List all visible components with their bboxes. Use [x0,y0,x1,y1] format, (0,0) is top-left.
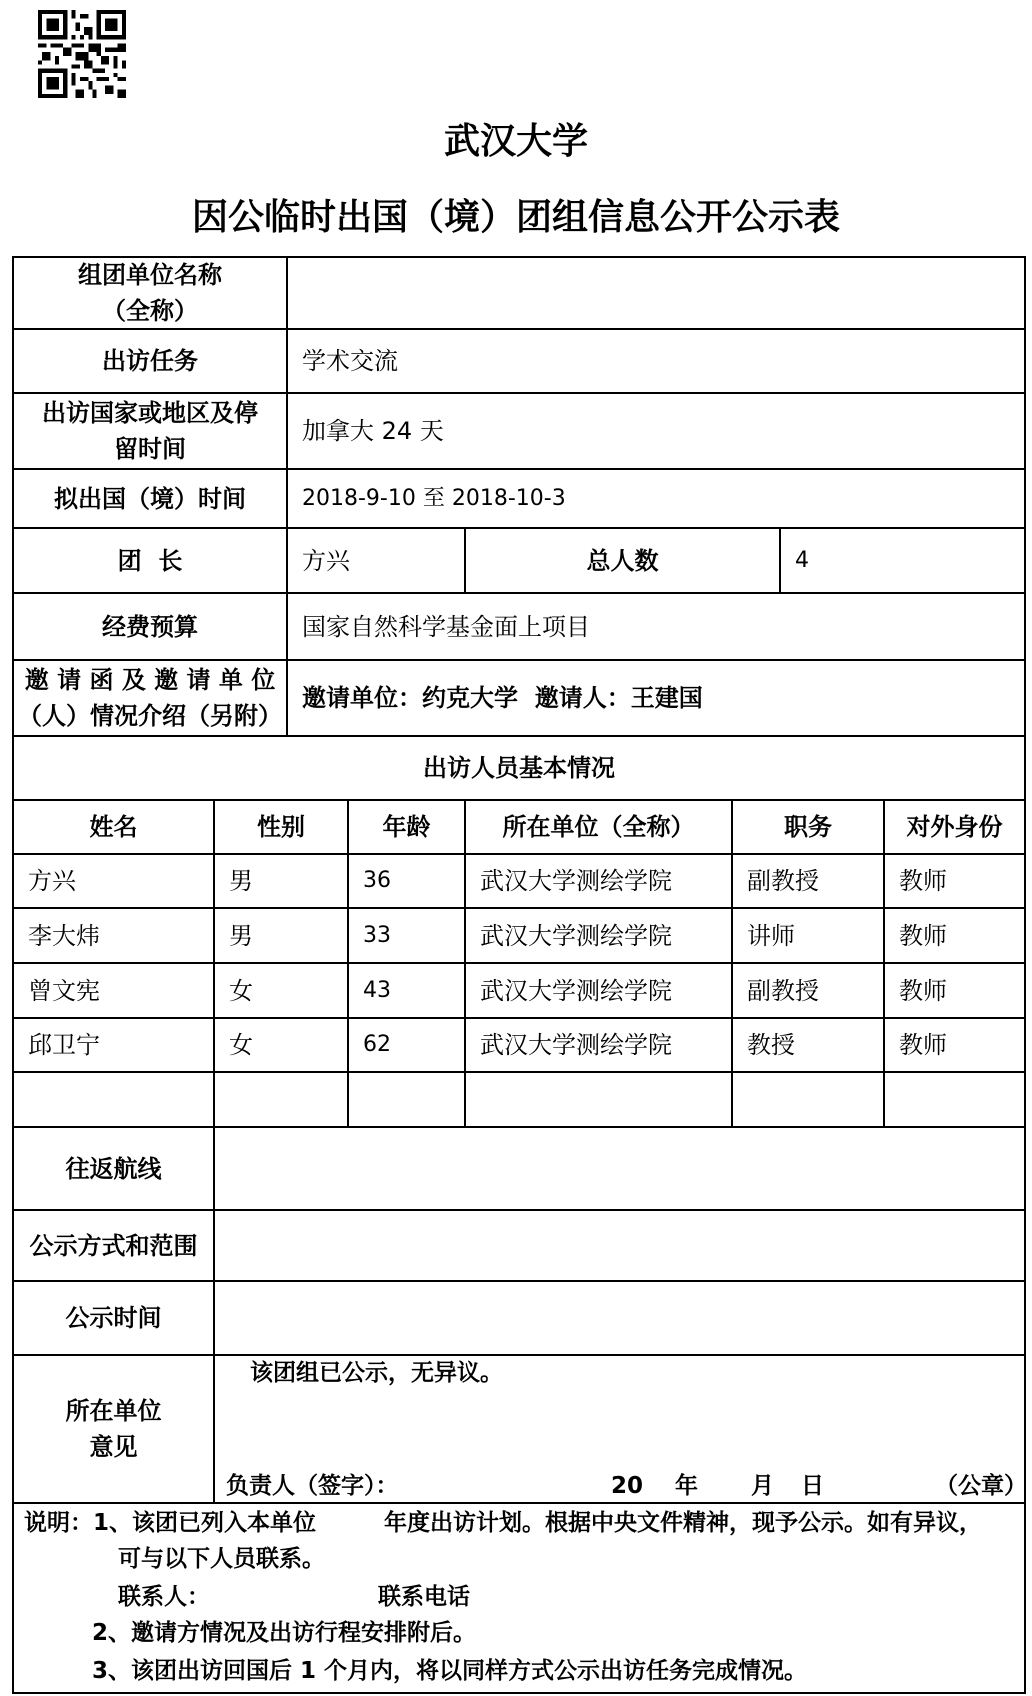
member-unit: 武汉大学测绘学院 [480,921,672,950]
note-line2: 可与以下人员联系。 [118,1546,325,1572]
signer-label: 负责人（签字）： [226,1473,399,1499]
member-age: 36 [363,868,391,893]
member-position: 副教授 [747,976,819,1005]
unit-label-line2: （全称） [102,297,198,325]
member-name: 李大炜 [28,921,100,950]
member-gender: 女 [229,1031,253,1059]
note-line4: 2、邀请方情况及出访行程安排附后。 [92,1620,477,1646]
col-header-unit: 所在单位（全称） [502,813,695,841]
member-identity: 教师 [899,976,947,1005]
member-identity: 教师 [899,921,947,950]
info-table [12,256,1026,1694]
col-header-identity: 对外身份 [906,813,1003,841]
country-value: 加拿大 24 天 [302,417,444,445]
opinion-label-line1: 所在单位 [65,1397,162,1425]
member-age: 62 [363,1032,391,1057]
page-title: 武汉大学 [443,121,588,162]
col-header-gender: 性别 [257,813,305,841]
opinion-label-line2: 意见 [89,1433,138,1461]
country-label [14,394,286,468]
member-identity: 教师 [899,867,947,895]
member-gender: 男 [229,921,253,950]
invite-value: 邀请单位：约克大学 邀请人：王建国 [302,684,703,712]
publicity-time-label: 公示时间 [65,1304,162,1332]
opinion-label [14,1356,213,1502]
invite-label [14,661,286,735]
member-gender: 男 [229,867,253,895]
total-count-label: 总人数 [586,546,659,575]
publicity-value [215,1211,1024,1280]
country-label-line1: 出访国家或地区及停 [42,399,258,427]
member-age: 43 [363,977,391,1003]
members-section-title: 出访人员基本情况 [423,754,615,782]
task-label: 出访任务 [102,347,198,375]
seal-label: （公章） [935,1473,1027,1499]
country-label-line2: 留时间 [114,435,186,463]
member-gender: 女 [229,976,253,1005]
member-unit: 武汉大学测绘学院 [480,867,672,895]
col-header-name: 姓名 [89,813,138,841]
member-name: 邱卫宁 [28,1031,100,1059]
col-header-position: 职务 [784,813,832,841]
dates-value: 2018-9-10 至 2018-10-3 [302,485,566,511]
leader-value: 方兴 [302,546,350,575]
page-subtitle: 因公临时出国（境）团组信息公开公示表 [191,197,840,238]
note-line1-b: 年度出访计划。根据中央文件精神，现予公示。如有异议， [384,1510,982,1536]
member-unit: 武汉大学测绘学院 [480,1031,672,1059]
sign-day-unit: 日 [801,1473,824,1499]
total-count-value: 4 [795,547,809,573]
col-header-age: 年龄 [382,813,431,841]
contact-label: 联系人： [118,1584,210,1610]
budget-label: 经费预算 [102,612,198,641]
member-name: 曾文宪 [28,976,100,1005]
sign-year-unit: 年 [675,1473,698,1499]
publicity-label: 公示方式和范围 [29,1231,198,1260]
member-age: 33 [363,922,391,948]
phone-label: 联系电话 [378,1584,470,1610]
member-position: 教授 [747,1031,795,1059]
leader-label: 团 长 [117,546,183,575]
member-position: 副教授 [747,867,819,895]
sign-month-unit: 月 [751,1473,774,1499]
member-identity: 教师 [899,1031,947,1059]
member-position: 讲师 [747,921,795,950]
dates-label: 拟出国（境）时间 [54,484,246,513]
sign-year: 20 [611,1473,644,1499]
member-name: 方兴 [28,867,76,895]
opinion-text: 该团组已公示，无异议。 [250,1360,503,1386]
route-label: 往返航线 [65,1154,162,1183]
qr-code-image [38,10,126,98]
invite-label-line2: （人）情况介绍（另附） [18,702,282,730]
unit-name-value [288,258,1024,328]
budget-value: 国家自然科学基金面上项目 [302,612,590,641]
invite-label-line1: 邀 请 函 及 邀 请 单 位 [24,666,276,694]
task-value: 学术交流 [302,347,398,375]
unit-name-label [14,258,286,328]
unit-label-line1: 组团单位名称 [78,261,222,289]
publicity-time-value [215,1282,1024,1354]
member-unit: 武汉大学测绘学院 [480,976,672,1005]
note-line1-a: 说明：1、该团已列入本单位 [24,1510,317,1536]
route-value [215,1128,1024,1209]
note-line5: 3、该团出访回国后 1 个月内，将以同样方式公示出访任务完成情况。 [92,1658,808,1684]
